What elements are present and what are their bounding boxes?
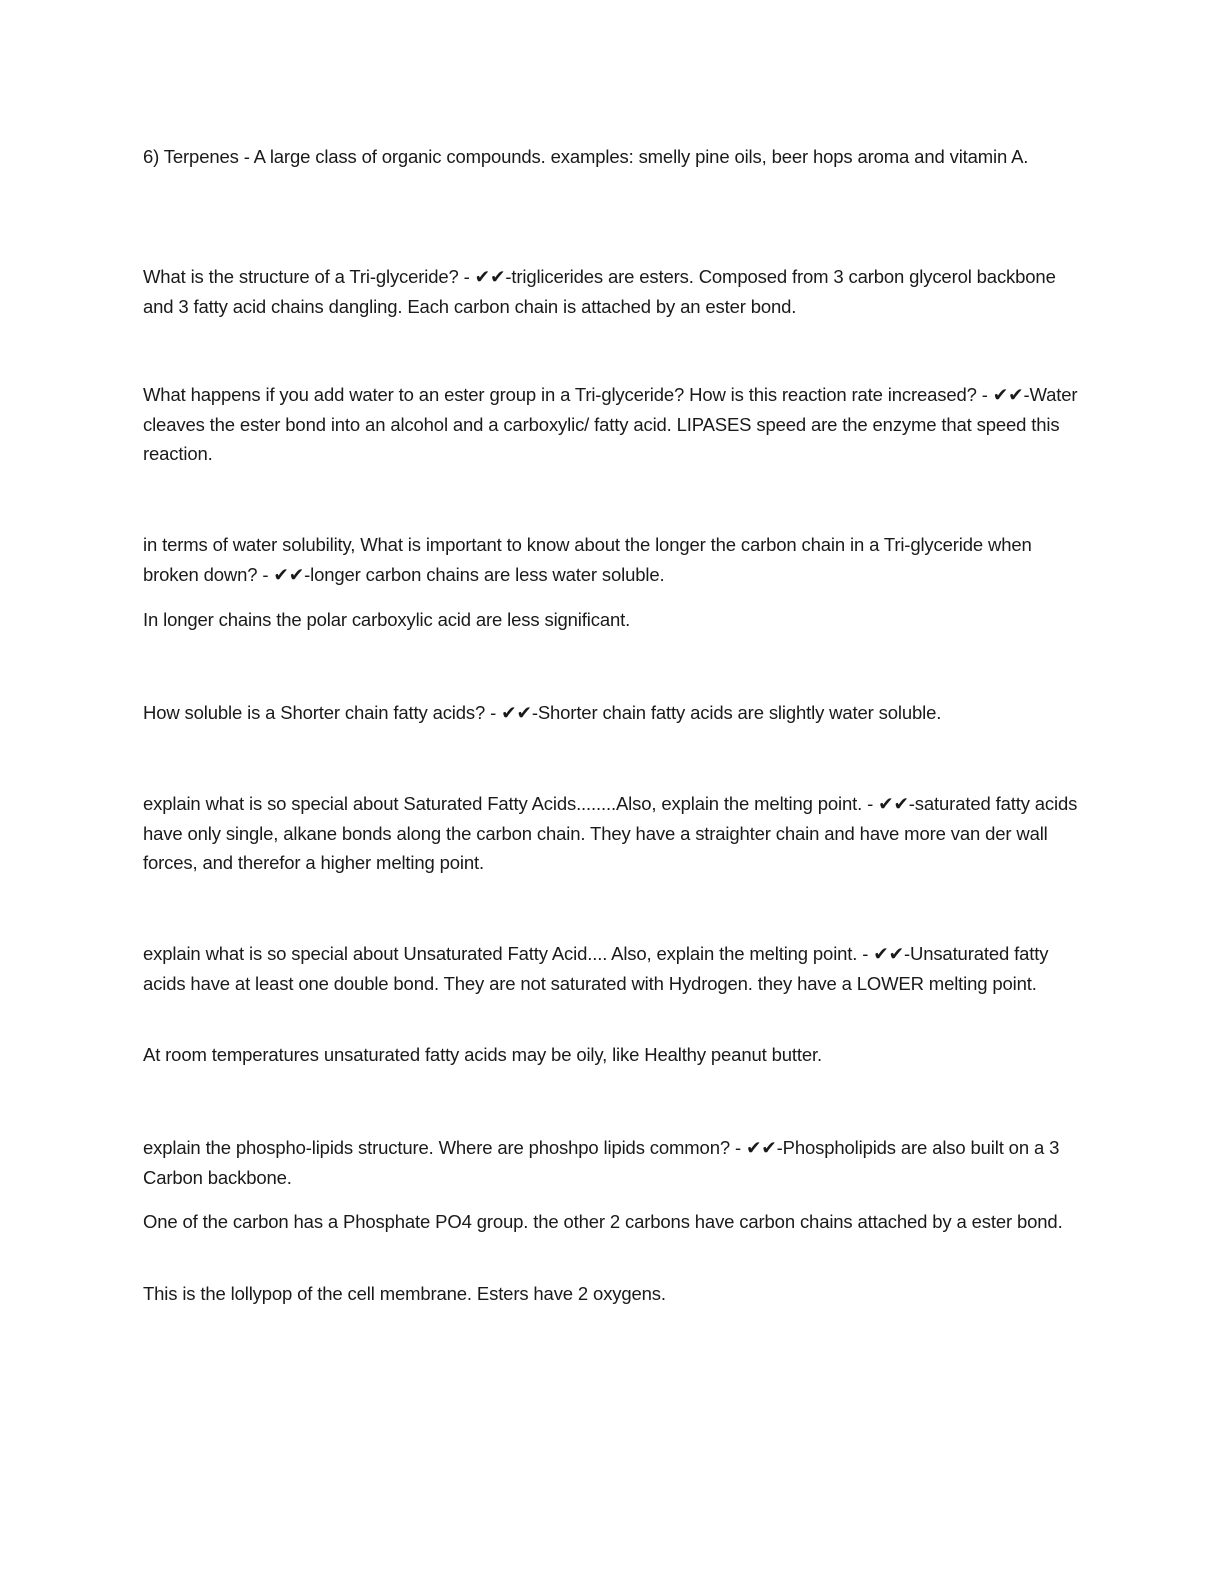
paragraph-longer-chains: In longer chains the polar carboxylic acid are less significant. [143,609,631,630]
paragraph-triglyceride-structure: What is the structure of a Tri-glyceride? - ✔✔-triglicerides are esters. Composed from 3 carbon glycerol backbone and 3 fatty acid chains dangling. Each carbon chain is attached by an ester bond. [143,266,1056,317]
paragraph-cell-membrane: This is the lollypop of the cell membrane. Esters have 2 oxygens. [143,1283,666,1304]
paragraph-saturated-fatty-acids: explain what is so special about Saturated Fatty Acids........Also, explain the melting point. - ✔✔-saturated fatty acids have only single, alkane bonds along the carbon chain. They have a straighter chain and have more van der wall forces, and therefor a higher melting point. [143,793,1078,873]
paragraph-water-solubility: in terms of water solubility, What is important to know about the longer the carbon chain in a Tri-glyceride when broken down? - ✔✔-longer carbon chains are less water soluble. [143,534,1032,585]
paragraph-terpenes: 6) Terpenes - A large class of organic compounds. examples: smelly pine oils, beer hops aroma and vitamin A. [143,146,1029,167]
paragraph-ester-hydrolysis: What happens if you add water to an ester group in a Tri-glyceride? How is this reaction rate increased? - ✔✔-Water cleaves the ester bond into an alcohol and a carboxylic/ fatty acid. LIPASES speed are the enzyme that speed this reaction. [143,384,1078,464]
paragraph-unsaturated-fatty-acids: explain what is so special about Unsaturated Fatty Acid.... Also, explain the melting point. - ✔✔-Unsaturated fatty acids have at least one double bond. They are not saturated with Hydrogen. they have a LOWER melting point. [143,943,1049,994]
paragraph-room-temperature: At room temperatures unsaturated fatty acids may be oily, like Healthy peanut butter. [143,1044,822,1065]
paragraph-shorter-chains: How soluble is a Shorter chain fatty acids? - ✔✔-Shorter chain fatty acids are slightly water soluble. [143,702,942,723]
paragraph-phosphate-group: One of the carbon has a Phosphate PO4 group. the other 2 carbons have carbon chains attached by a ester bond. [143,1211,1063,1232]
paragraph-phospholipids-structure: explain the phospho-lipids structure. Where are phoshpo lipids common? - ✔✔-Phospholipids are also built on a 3 Carbon backbone. [143,1137,1060,1188]
